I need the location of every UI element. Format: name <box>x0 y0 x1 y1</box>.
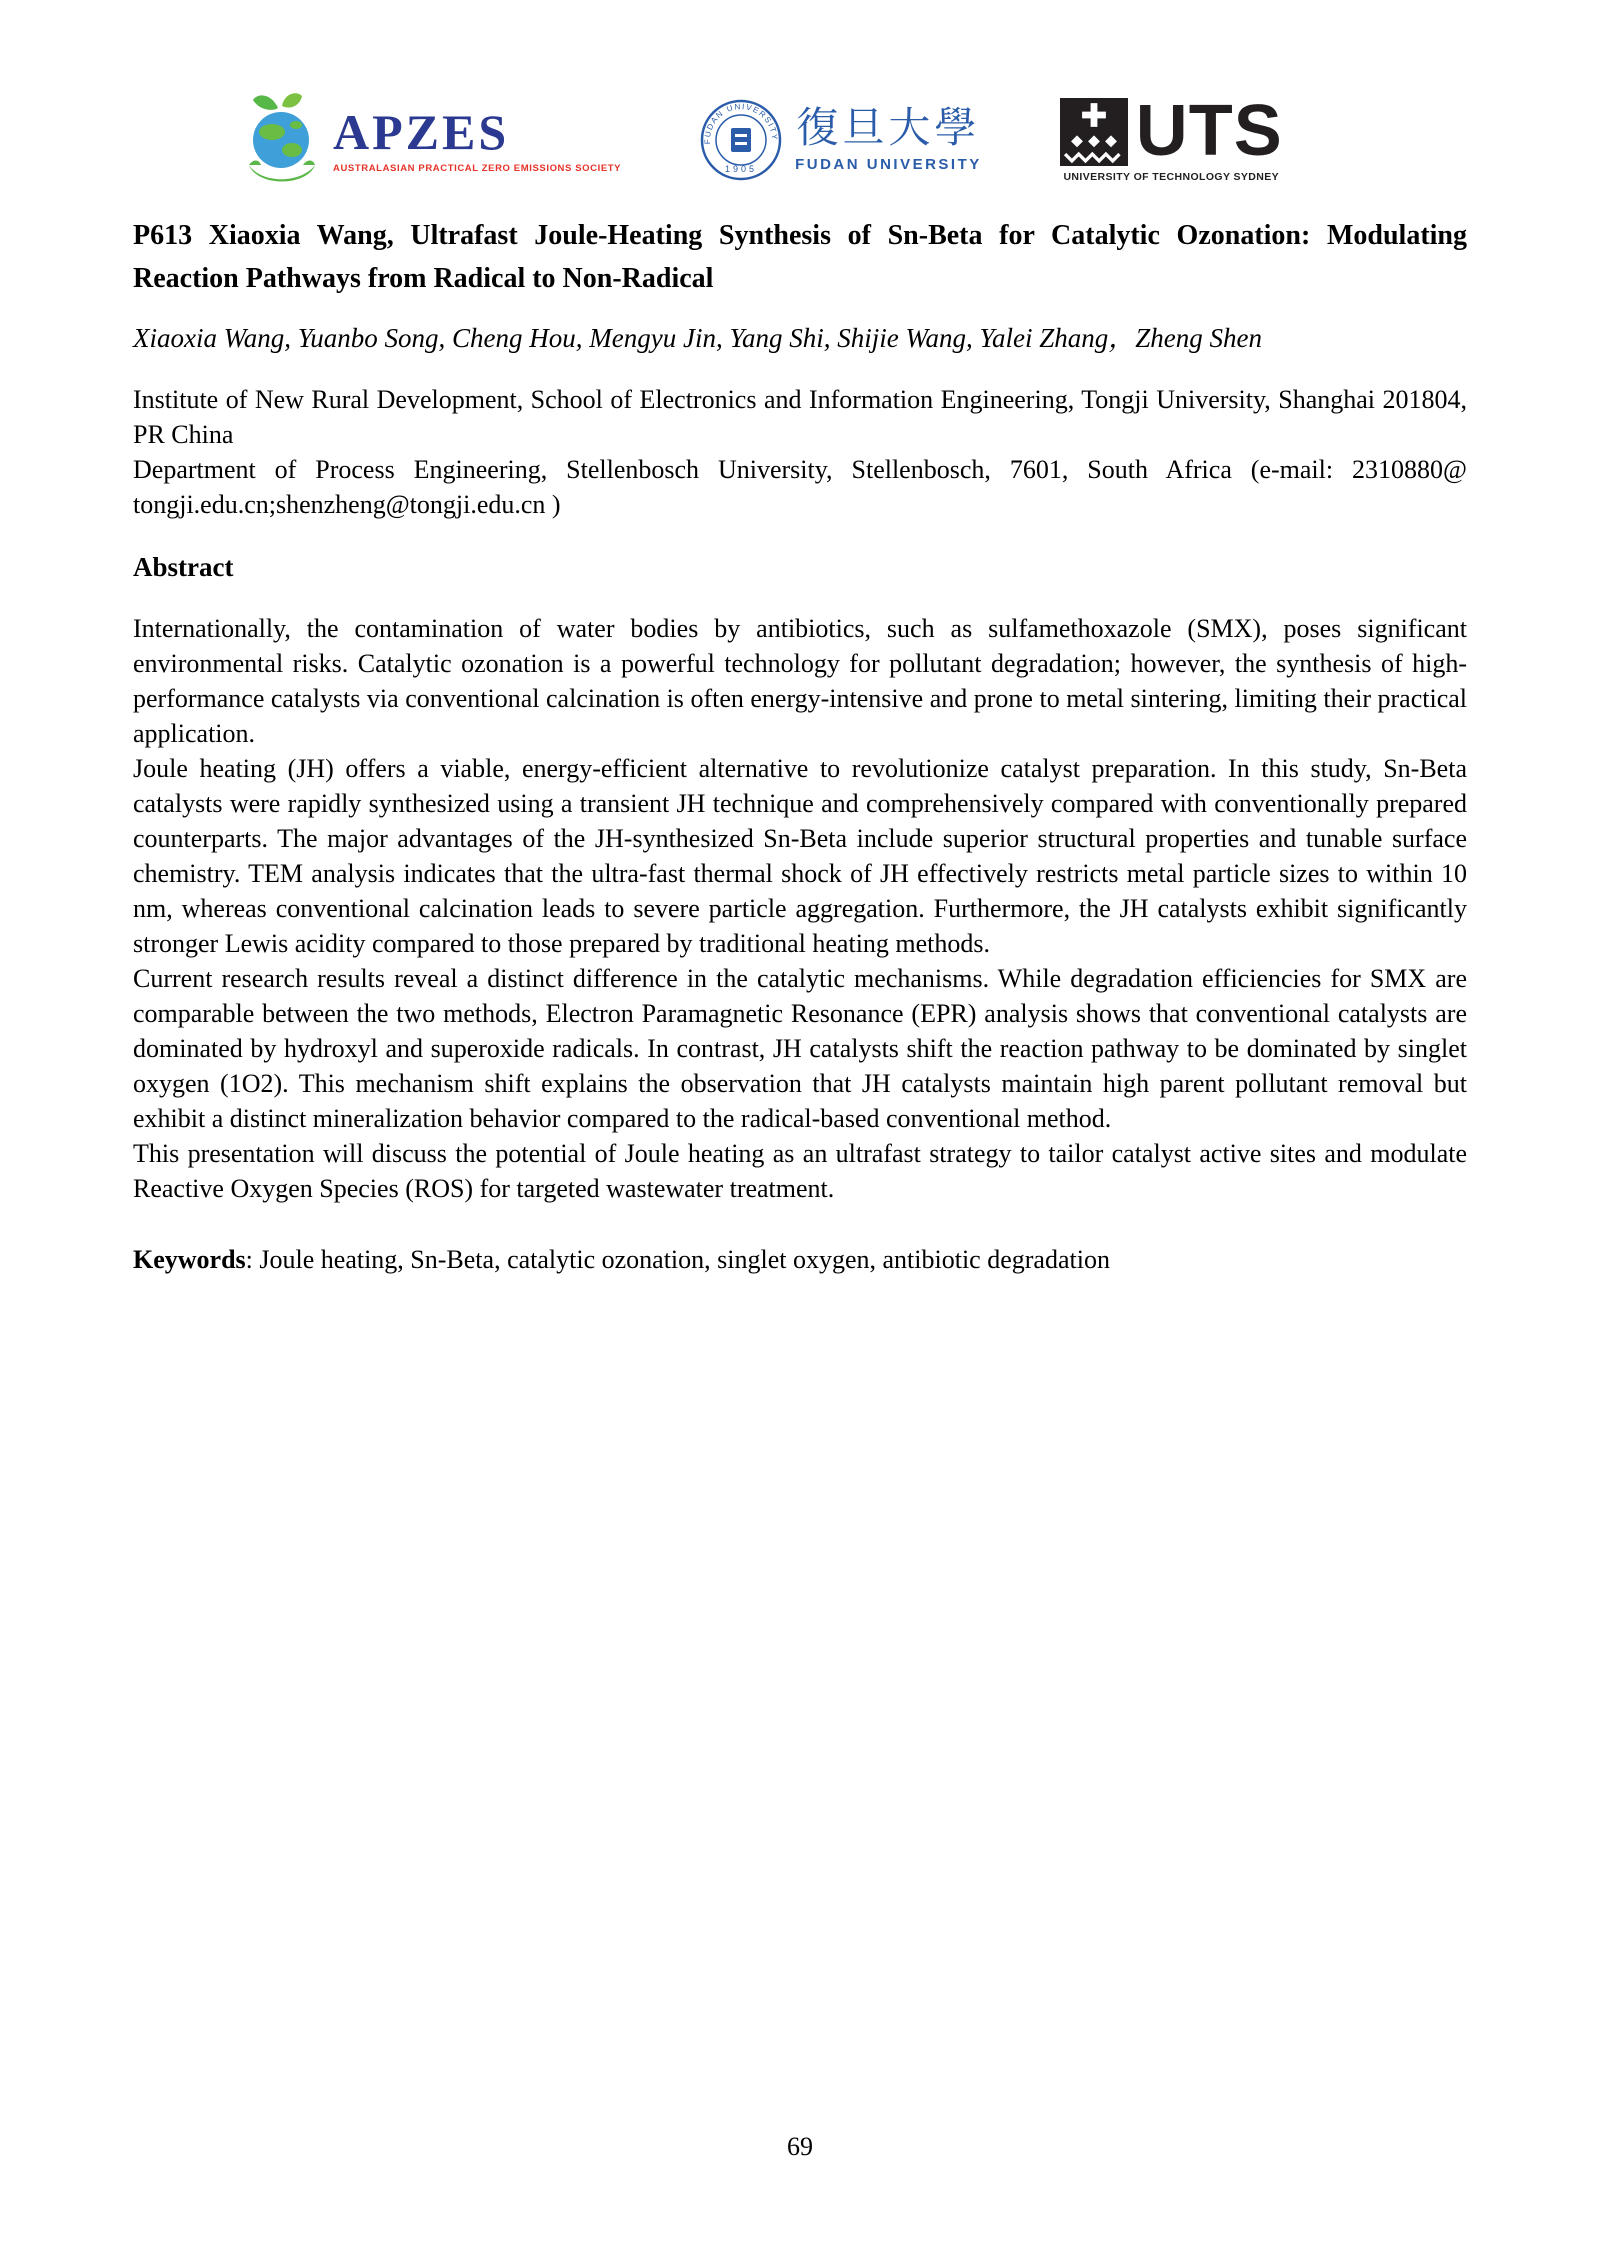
affiliations-block <box>133 382 1467 522</box>
abstract-paragraph: Joule heating (JH) offers a viable, energy-efficient alternative to revolutionize catalyst preparation. In this study, Sn-Beta catalysts were rapidly synthesized using a transient JH technique and comprehensively compared with conventionally prepared counterparts. The major advantages of the JH-synthesized Sn-Beta include superior structural properties and tunable surface chemistry. TEM analysis indicates that the ultra-fast thermal shock of JH effectively restricts metal particle sizes to within 10 nm, whereas conventional calcination leads to severe particle aggregation. Furthermore, the JH catalysts exhibit significantly stronger Lewis acidity compared to those prepared by traditional heating methods. <box>133 753 1467 958</box>
logo-row <box>241 88 1467 192</box>
apzes-tagline: AUSTRALASIAN PRACTICAL ZERO EMISSIONS SOCIETY <box>333 162 622 174</box>
affiliation-line: Department of Process Engineering, Stellenbosch University, Stellenbosch, 7601, South Africa (e-mail: 2310880@ tongji.edu.cn;shenzheng@tongji.edu.cn ) <box>133 454 1467 519</box>
paper-title: P613 Xiaoxia Wang, Ultrafast Joule-Heating Synthesis of Sn-Beta for Catalytic Ozonation: Modulating Reaction Pathways from Radical to Non-Radical <box>133 220 1467 295</box>
fudan-chinese-wordmark: 復旦大學 <box>796 103 981 152</box>
fudan-english-wordmark: FUDAN UNIVERSITY <box>795 156 982 173</box>
affiliation-line: Institute of New Rural Development, School of Electronics and Information Engineering, Tongji University, Shanghai 201804, PR China <box>133 384 1467 449</box>
uts-tagline: UNIVERSITY OF TECHNOLOGY SYDNEY <box>1063 170 1280 183</box>
svg-text:1905: 1905 <box>725 164 758 174</box>
fudan-logo <box>699 98 982 182</box>
abstract-body <box>133 611 1467 1206</box>
svg-text:FUDAN UNIVERSITY: FUDAN UNIVERSITY <box>703 102 780 145</box>
apzes-logo <box>241 89 621 191</box>
apzes-wordmark: APZES <box>333 103 510 160</box>
document-content <box>133 214 1467 1277</box>
keywords-label: Keywords <box>133 1244 246 1274</box>
authors-line: Xiaoxia Wang, Yuanbo Song, Cheng Hou, Mengyu Jin, Yang Shi, Shijie Wang, Yalei Zhang，Zheng Shen <box>133 322 1263 353</box>
abstract-paragraph: Current research results reveal a distinct difference in the catalytic mechanisms. While degradation efficiencies for SMX are comparable between the two methods, Electron Paramagnetic Resonance (EPR) analysis shows that conventional catalysts are dominated by hydroxyl and superoxide radicals. In contrast, JH catalysts shift the reaction pathway to be dominated by singlet oxygen (1O2). This mechanism shift explains the observation that JH catalysts maintain high parent pollutant removal but exhibit a distinct mineralization behavior compared to the radical-based conventional method. <box>133 963 1467 1133</box>
fudan-text-block <box>795 103 982 173</box>
keywords-text: : Joule heating, Sn-Beta, catalytic ozonation, singlet oxygen, antibiotic degradation <box>245 1244 1110 1274</box>
apzes-globe-icon <box>241 89 323 191</box>
abstract-heading: Abstract <box>133 551 234 582</box>
page-number: 69 <box>787 2132 813 2161</box>
uts-mark-icon <box>1060 98 1128 166</box>
abstract-paragraph: Internationally, the contamination of water bodies by antibiotics, such as sulfamethoxazole (SMX), poses significant environmental risks. Catalytic ozonation is a powerful technology for pollutant degradation; however, the synthesis of high-performance catalysts via conventional calcination is often energy-intensive and prone to metal sintering, limiting their practical application. <box>133 613 1467 748</box>
fudan-seal-icon <box>699 98 783 182</box>
keywords-line <box>133 1242 1467 1277</box>
uts-logo <box>1060 90 1283 183</box>
abstract-paragraph: This presentation will discuss the potential of Joule heating as an ultrafast strategy to tailor catalyst active sites and modulate Reactive Oxygen Species (ROS) for targeted wastewater treatment. <box>133 1138 1467 1203</box>
apzes-text-block <box>333 103 622 174</box>
uts-wordmark: UTS <box>1135 90 1283 171</box>
